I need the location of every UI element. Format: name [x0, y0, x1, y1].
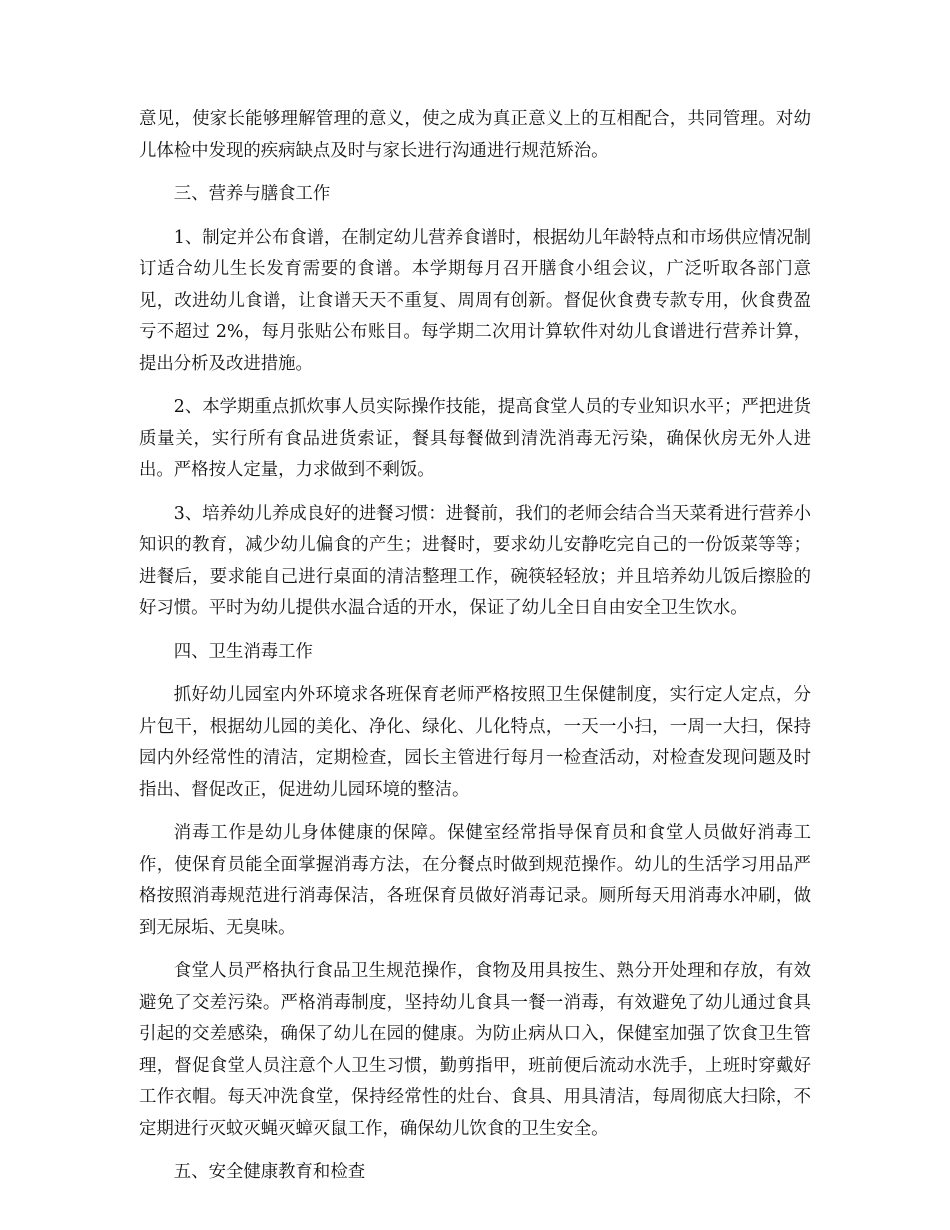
paragraph-eating-habits: 3、培养幼儿养成良好的进餐习惯：进餐前，我们的老师会结合当天菜肴进行营养小知识的教育，减少幼儿偏食的产生；进餐时，要求幼儿安静吃完自己的一份饭菜等等；进餐后，要求能自己进行桌面的清洁整理工作，碗筷轻轻放；并且培养幼儿饭后擦脸的好习惯。平时为幼儿提供水温合适的开水，保证了幼儿全日自由安全卫生饮水。 — [139, 503, 811, 618]
section-heading-hygiene: 四、卫生消毒工作 — [173, 641, 313, 662]
paragraph-canteen-hygiene: 食堂人员严格执行食品卫生规范操作，食物及用具按生、熟分开处理和存放，有效避免了交差污染。严格消毒制度，坚持幼儿食具一餐一消毒，有效避免了幼儿通过食具引起的交差感染，确保了幼儿在园的健康。为防止病从口入，保健室加强了饮食卫生管理，督促食堂人员注意个人卫生习惯，勤剪指甲，班前便后流动水洗手，上班时穿戴好工作衣帽。每天冲洗食堂，保持经常性的灶台、食具、用具清洁，每周彻底大扫除，不定期进行灭蚊灭蝇灭蟑灭鼠工作，确保幼儿饮食的卫生安全。 — [139, 961, 811, 1139]
document-body — [139, 104, 811, 1201]
paragraph-environment-cleaning: 抓好幼儿园室内外环境求各班保育老师严格按照卫生保健制度，实行定人定点，分片包干，根据幼儿园的美化、净化、绿化、儿化特点，一天一小扫，一周一大扫，保持园内外经常性的清洁，定期检查，园长主管进行每月一检查活动，对检查发现问题及时指出、督促改正，促进幼儿园环境的整洁。 — [139, 685, 811, 800]
paragraph-kitchen-staff-skills: 2、本学期重点抓炊事人员实际操作技能，提高食堂人员的专业知识水平；严把进货质量关，实行所有食品进货索证，餐具每餐做到清洗消毒无污染，确保伙房无外人进出。严格按人定量，力求做到不剩饭。 — [139, 397, 811, 480]
section-heading-nutrition: 三、营养与膳食工作 — [173, 184, 331, 204]
section-heading-safety: 五、安全健康教育和检查 — [173, 1162, 366, 1182]
paragraph-menu-planning: 1、制定并公布食谱，在制定幼儿营养食谱时，根据幼儿年龄特点和市场供应情况制订适合幼儿生长发育需要的食谱。本学期每月召开膳食小组会议，广泛听取各部门意见，改进幼儿食谱，让食谱天天不重复、周周有创新。督促伙食费专款专用，伙食费盈亏不超过 2%，每月张贴公布账目。每学期二次用计算软件对幼儿食谱进行营养计算，提出分析及改进措施。 — [139, 227, 811, 374]
paragraph-disinfection: 消毒工作是幼儿身体健康的保障。保健室经常指导保育员和食堂人员做好消毒工作，使保育员能全面掌握消毒方法，在分餐点时做到规范操作。幼儿的生活学习用品严格按照消毒规范进行消毒保洁，各班保育员做好消毒记录。厕所每天用消毒水冲刷，做到无尿垢、无臭味。 — [139, 823, 811, 938]
paragraph-parent-communication: 意见，使家长能够理解管理的意义，使之成为真正意义上的互相配合，共同管理。对幼儿体检中发现的疾病缺点及时与家长进行沟通进行规范矫治。 — [139, 109, 811, 161]
